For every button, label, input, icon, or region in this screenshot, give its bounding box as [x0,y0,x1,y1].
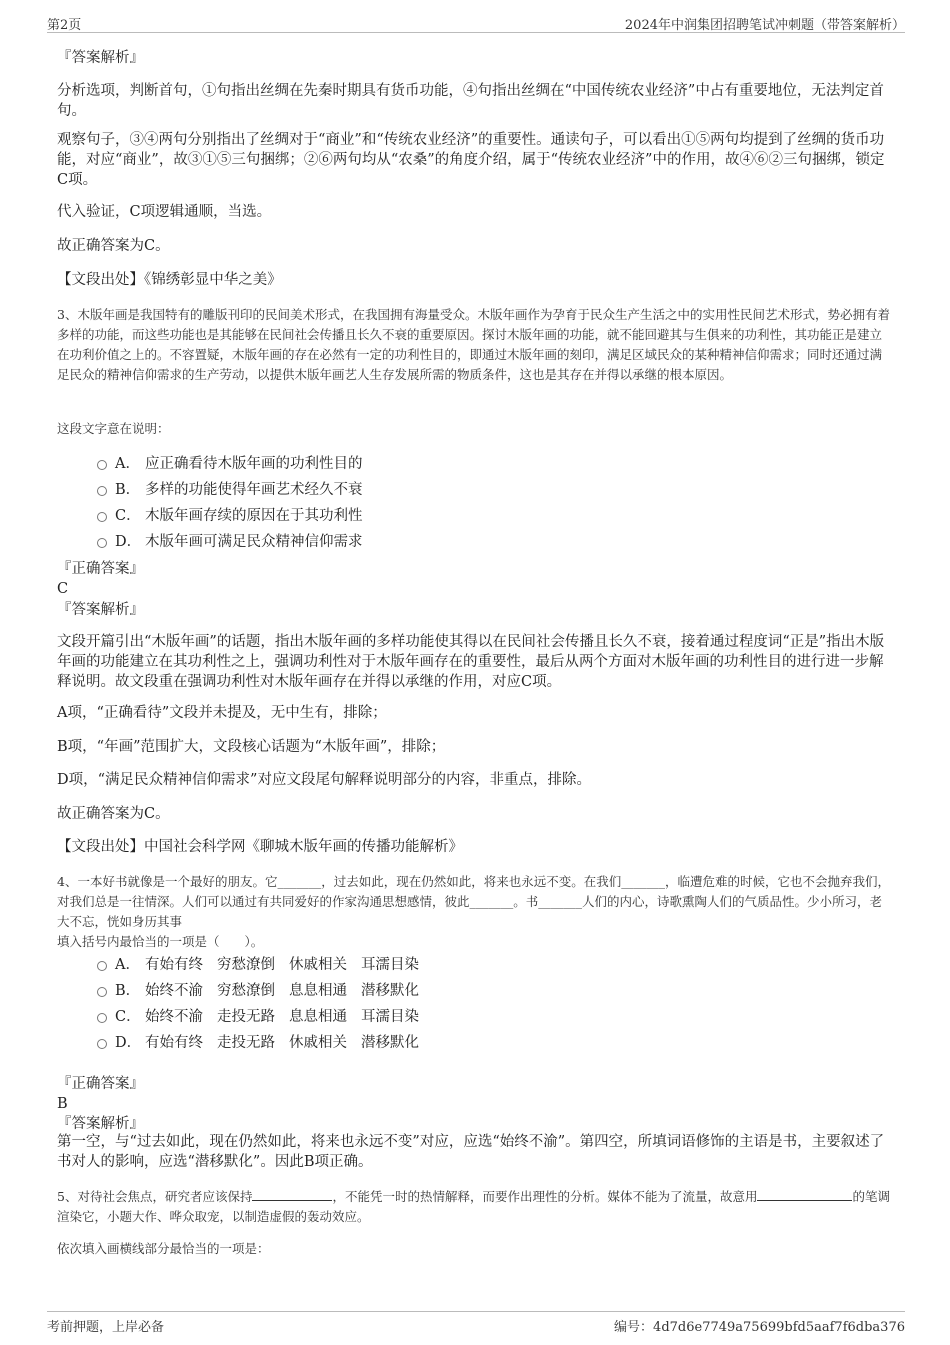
q2-analysis-p2: 观察句子，③④两句分别指出了丝绸对于“商业”和“传统农业经济”的重要性。通读句子，可以看出①⑤两句均提到了丝绸的货币功能，对应“商业”，故③①⑤三句捆绑；②⑥两句均从“农桑”的角度介绍，属于“传统农业经济”中的作用，故④⑥②三句捆绑，锁定C项。 [57,132,885,188]
q3-option-b[interactable]: B． 多样的功能使得年画艺术经久不衰 [97,480,363,500]
radio-icon[interactable] [97,961,107,971]
radio-icon[interactable] [97,538,107,548]
q2-analysis-p1: 分析选项，判断首句，①句指出丝绸在先秦时期具有货币功能，④句指出丝绸在“中国传统农业经济”中占有重要地位，无法判定首句。 [57,83,884,119]
q2-analysis-label: 『答案解析』 [57,50,144,66]
q4-answer-label: 『正确答案』 [57,1076,144,1092]
q3-conclusion: 故正确答案为C。 [57,806,170,822]
q4-option-d[interactable]: D． 有始有终 走投无路 休戚相关 潜移默化 [97,1033,433,1053]
q3-analysis-pa: A项，“正确看待”文段并未提及，无中生有，排除； [57,705,387,721]
page-number: 第2页 [47,18,82,33]
q3-analysis-label: 『答案解析』 [57,602,144,618]
radio-icon[interactable] [97,1039,107,1049]
q3-option-a[interactable]: A． 应正确看待木版年画的功利性目的 [97,454,363,474]
q3-analysis-pd: D项，“满足民众精神信仰需求”对应文段尾句解释说明部分的内容，非重点，排除。 [57,772,591,788]
q3-answer-label: 『正确答案』 [57,561,144,577]
q4-analysis-label: 『答案解析』 [57,1116,144,1132]
q4-option-c[interactable]: C． 始终不渝 走投无路 息息相通 耳濡目染 [97,1007,433,1027]
q5-stem: 5、对待社会焦点，研究者应该保持 ，不能凭一时的热情解释，而要作出理性的分析。媒体不能为了流量，故意用 的笔调渲染它，小题大作、哗众取宠，以制造虚假的轰动效应。 [57,1189,890,1224]
q3-analysis-p1: 文段开篇引出“木版年画”的话题，指出木版年画的多样功能使其得以在民间社会传播且长久不衰，接着通过程度词“正是”指出木版年画的功能建立在其功利性之上，强调功利性对于木版年画存在的重要性，最后从两个方面对木版年画的功利性目的进行进一步解释说明。故文段重在强调功利性对木版年画存在并得以承继的作用，对应C项。 [57,634,885,690]
q4-option-a[interactable]: A． 有始有终 穷愁潦倒 休戚相关 耳濡目染 [97,955,433,975]
q3-question: 这段文字意在说明： [57,421,170,436]
q3-answer: C [57,581,69,597]
q3-option-c[interactable]: C． 木版年画存续的原因在于其功利性 [97,506,363,526]
q3-analysis-pb: B项，“年画”范围扩大，文段核心话题为“木版年画”，排除； [57,739,446,755]
blank-line [757,1187,852,1201]
radio-icon[interactable] [97,460,107,470]
footer-slogan: 考前押题，上岸必备 [47,1320,165,1335]
q2-analysis-p3: 代入验证，C项逻辑通顺，当选。 [57,204,272,220]
q4-option-b[interactable]: B． 始终不渝 穷愁潦倒 息息相通 潜移默化 [97,981,433,1001]
q4-question: 填入括号内最恰当的一项是（ ）。 [57,934,264,949]
blank-line [252,1187,332,1201]
q2-analysis-p4: 故正确答案为C。 [57,238,170,254]
radio-icon[interactable] [97,512,107,522]
doc-title: 2024年中润集团招聘笔试冲刺题（带答案解析） [624,18,905,33]
radio-icon[interactable] [97,1013,107,1023]
q4-stem: 4、一本好书就像是一个最好的朋友。它_______，过去如此，现在仍然如此，将来也永远不变。在我们_______，临遭危难的时候，它也不会抛弃我们，对我们总是一往情深。人们可以通过有共同爱好的作家沟通思想感情，彼此_______。书_______人们的内心，诗歌熏陶人们的气质品性。少小所习，老大不忘，恍如身历其事 [57,874,890,929]
q4-answer: B [57,1096,68,1112]
page-footer [47,1311,905,1335]
radio-icon[interactable] [97,987,107,997]
q3-source: 【文段出处】中国社会科学网《聊城木版年画的传播功能解析》 [57,839,463,855]
q4-analysis: 第一空，与“过去如此，现在仍然如此，将来也永远不变”对应，应选“始终不渝”。第四空，所填词语修饰的主语是书，主要叙述了书对人的影响，应选“潜移默化”。因此B项正确。 [57,1134,885,1170]
page-header [47,12,905,33]
q2-source: 【文段出处】《锦绣彰显中华之美》 [57,272,282,288]
q3-stem: 3、木版年画是我国特有的雕版刊印的民间美术形式，在我国拥有海量受众。木版年画作为孕育于民众生产生活之中的实用性民间艺术形式，势必拥有着多样的功能，而这些功能也是其能够在民间社会传播且长久不衰的重要原因。探讨木版年画的功能，就不能回避其与生俱来的功利性，其功能正是建立在功利价值之上的。不容置疑，木版年画的存在必然有一定的功利性目的，即通过木版年画的刻印，满足区域民众的某种精神信仰需求；同时还通过满足民众的精神信仰需求的生产劳动，以提供木版年画艺人生存发展所需的物质条件，这也是其存在并得以承继的根本原因。 [57,307,890,382]
q3-option-d[interactable]: D． 木版年画可满足民众精神信仰需求 [97,532,363,552]
q5-question: 依次填入画横线部分最恰当的一项是： [57,1241,270,1256]
radio-icon[interactable] [97,486,107,496]
doc-code: 编号：4d7d6e7749a75699bfd5aaf7f6dba376 [614,1320,905,1335]
